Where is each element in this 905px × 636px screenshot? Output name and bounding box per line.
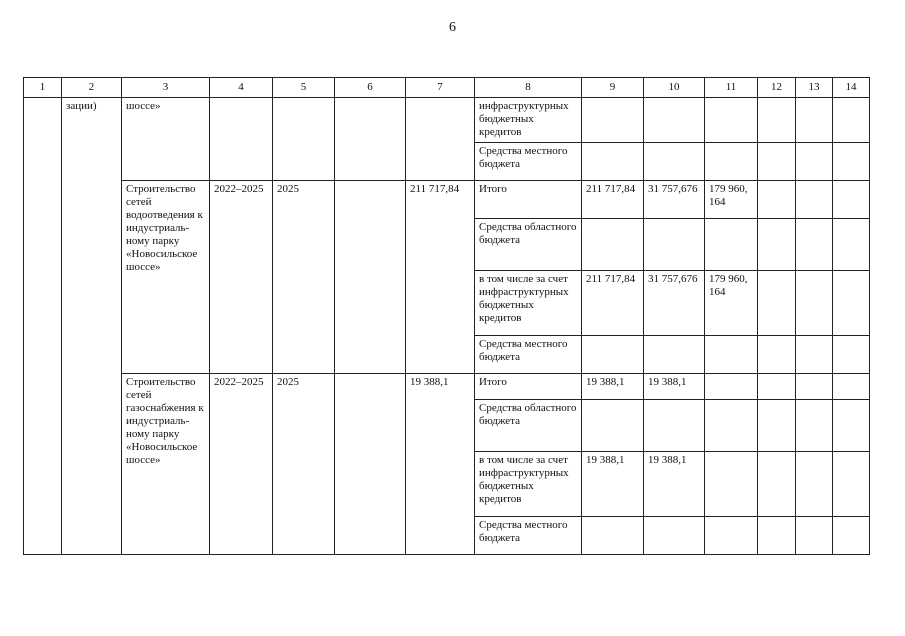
col-number: 12 — [758, 78, 796, 98]
cell-col9 — [582, 336, 644, 374]
cell-col14 — [833, 271, 870, 336]
table-row — [24, 374, 870, 400]
col-number: 6 — [335, 78, 406, 98]
cell-col13 — [796, 143, 833, 181]
cell-col14 — [833, 181, 870, 219]
cell-col12 — [758, 336, 796, 374]
cell-col1 — [24, 98, 62, 555]
funding-source-label: Средства областного бюджета — [475, 219, 582, 271]
funding-source-label: Средства местного бюджета — [475, 336, 582, 374]
cell-col13 — [796, 336, 833, 374]
cell-col11 — [705, 336, 758, 374]
cell-col14 — [833, 219, 870, 271]
project-period: 2022–2025 — [210, 181, 273, 374]
cell-col11 — [705, 400, 758, 452]
cell-col12 — [758, 517, 796, 555]
cell-col13 — [796, 98, 833, 143]
cell-col10 — [644, 517, 705, 555]
cell-col11 — [705, 517, 758, 555]
cell-col14 — [833, 98, 870, 143]
cell-col9 — [582, 98, 644, 143]
cell-col6 — [335, 181, 406, 374]
cell-col11 — [705, 219, 758, 271]
cell-col9: 19 388,1 — [582, 452, 644, 517]
cell-col12 — [758, 98, 796, 143]
cell-col6 — [335, 374, 406, 555]
cell-col9 — [582, 143, 644, 181]
page-number: 6 — [449, 20, 456, 35]
project-name: Строительство сетей водоотведения к индустриаль-ному парку «Новосильское шоссе» — [122, 181, 210, 374]
table-row — [24, 181, 870, 219]
project-name: Строительство сетей газоснабжения к индустриаль-ному парку «Новосильское шоссе» — [122, 374, 210, 555]
col-number: 8 — [475, 78, 582, 98]
cell-col13 — [796, 452, 833, 517]
cell-col3-continuation: шоссе» — [122, 98, 210, 181]
cell-col4 — [210, 98, 273, 181]
funding-source-label: инфраструктурных бюджетных кредитов — [475, 98, 582, 143]
cell-col13 — [796, 271, 833, 336]
column-number-row — [24, 78, 870, 98]
cell-col11: 179 960, 164 — [705, 271, 758, 336]
cell-col10 — [644, 143, 705, 181]
cell-col13 — [796, 517, 833, 555]
cell-col12 — [758, 452, 796, 517]
cell-col13 — [796, 219, 833, 271]
col-number: 10 — [644, 78, 705, 98]
cell-col13 — [796, 374, 833, 400]
budget-table — [23, 77, 870, 555]
cell-col10 — [644, 400, 705, 452]
col-number: 14 — [833, 78, 870, 98]
cell-col12 — [758, 271, 796, 336]
cell-col14 — [833, 336, 870, 374]
cell-col14 — [833, 374, 870, 400]
cell-col14 — [833, 452, 870, 517]
col-number: 11 — [705, 78, 758, 98]
project-year: 2025 — [273, 374, 335, 555]
cell-col12 — [758, 400, 796, 452]
cell-col11 — [705, 143, 758, 181]
cell-col11: 179 960, 164 — [705, 181, 758, 219]
cell-col12 — [758, 219, 796, 271]
col-number: 2 — [62, 78, 122, 98]
cell-col11 — [705, 374, 758, 400]
cell-col9: 211 717,84 — [582, 271, 644, 336]
project-total: 211 717,84 — [406, 181, 475, 374]
cell-col9: 19 388,1 — [582, 374, 644, 400]
funding-source-label: Средства областного бюджета — [475, 400, 582, 452]
project-year: 2025 — [273, 181, 335, 374]
cell-col10 — [644, 336, 705, 374]
cell-col6 — [335, 98, 406, 181]
cell-col2-continuation: зации) — [62, 98, 122, 555]
funding-source-label: Итого — [475, 181, 582, 219]
cell-col10: 19 388,1 — [644, 374, 705, 400]
col-number: 3 — [122, 78, 210, 98]
cell-col14 — [833, 517, 870, 555]
funding-source-label: в том числе за счет инфраструктурных бюджетных кредитов — [475, 452, 582, 517]
cell-col9 — [582, 219, 644, 271]
funding-source-label: Средства местного бюджета — [475, 143, 582, 181]
cell-col9 — [582, 400, 644, 452]
col-number: 13 — [796, 78, 833, 98]
col-number: 4 — [210, 78, 273, 98]
cell-col14 — [833, 400, 870, 452]
cell-col10 — [644, 219, 705, 271]
project-total: 19 388,1 — [406, 374, 475, 555]
cell-col12 — [758, 181, 796, 219]
cell-col12 — [758, 374, 796, 400]
funding-source-label: Итого — [475, 374, 582, 400]
cell-col10: 19 388,1 — [644, 452, 705, 517]
cell-col13 — [796, 181, 833, 219]
col-number: 7 — [406, 78, 475, 98]
cell-col12 — [758, 143, 796, 181]
cell-col9: 211 717,84 — [582, 181, 644, 219]
funding-source-label: в том числе за счет инфраструктурных бюджетных кредитов — [475, 271, 582, 336]
cell-col11 — [705, 452, 758, 517]
funding-source-label: Средства местного бюджета — [475, 517, 582, 555]
cell-col13 — [796, 400, 833, 452]
cell-col7 — [406, 98, 475, 181]
cell-col10 — [644, 98, 705, 143]
cell-col10: 31 757,676 — [644, 271, 705, 336]
table-row — [24, 98, 870, 143]
cell-col10: 31 757,676 — [644, 181, 705, 219]
cell-col9 — [582, 517, 644, 555]
cell-col5 — [273, 98, 335, 181]
cell-col11 — [705, 98, 758, 143]
cell-col14 — [833, 143, 870, 181]
project-period: 2022–2025 — [210, 374, 273, 555]
col-number: 5 — [273, 78, 335, 98]
col-number: 9 — [582, 78, 644, 98]
col-number: 1 — [24, 78, 62, 98]
